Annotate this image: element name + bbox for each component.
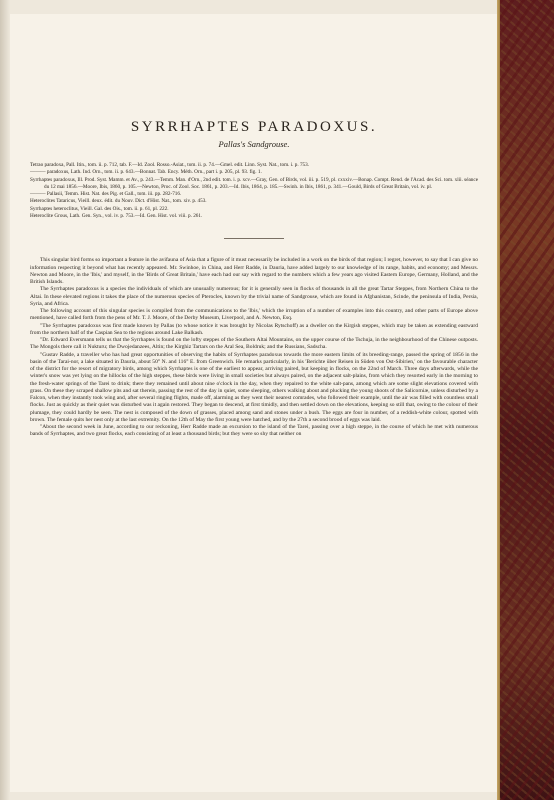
body-paragraph: The Syrrhaptes paradoxus is a species the individuals of which are unusually numerous; for it is generally seen in flocks of thousands in all the great Tartar Steppes, from Northern China to the Altai. In these elevated regions it takes the place of the numerous species of Pterocles, known by the trivial name of Sandgrouse, which are found in Afghanistan, Scinde, the peninsula of India, Persia, Syria, and Africa. — [30, 286, 478, 307]
body-text — [30, 257, 478, 438]
body-paragraph: This singular bird forms so important a feature in the avifauna of Asia that a figure of it must necessarily be included in a work on the birds of that region; I regret, however, to say that I can give no information respecting it beyond what has recently appeared. Mr. Swinhoe, in China, and Herr Radde, in Dauria, have added largely to our knowledge of its range, habits, and economy; and Messrs. Newton and Moore, in the 'Ibis,' and myself, in the 'Birds of Great Britain,' have each had our say with regard to the numbers which a few years ago visited Eastern Europe, Germany, Holland, and the British Islands. — [30, 257, 478, 286]
synonym-entry: ——— Pallasii, Temm. Hist. Nat. des Pig. et Gall., tom. iii. pp. 282-716. — [30, 191, 182, 198]
body-paragraph: "Gustav Radde, a traveller who has had great opportunities of observing the habits of Syrrhaptes paradoxus towards the more eastern limits of its breeding-range, passed the spring of 1856 in the basin of the Tarai-nor, a lake situated in Dauria, about 50° N. and 116° E. from Greenwich. He remarks particularly, in his 'Berichte über Reisen in Süden von Ost-Sibirien,' on the favourable character of the district for the resort of migratory birds, among which Syrrhaptes is one of the earliest to appear, arriving paired, but keeping in flocks, on the 22nd of March. Three days afterwards, while the winter's snow was yet lying on the hillocks of the high steppes, these birds were living in small societies but always paired, on the adjacent salt-plains, from which they resorted early in the morning to the fresh-water springs of the Tarei to drink; there they remained until about nine o'clock in the day, when they repaired to the white salt-pans, among which are some slight elevations covered with grass. On these they scraped shallow pits and sat therein, passing the rest of the day in quiet, some sleeping, others walking about and plucking the young shoots of the Salicorniæ, unless disturbed by a Falcon, when they instantly took wing and, after several ringing flights, made off, alarming as they went their nearest comrades, who followed their example, until the air was filled with countless small flocks. Just as quickly as their quiet was disturbed was it again restored. They began to descend, at first timidly, and then settled down on the elevations, keeping so still that, owing to the colour of their plumage, they could hardly be seen. The nest is composed of the down of grasses, placed among sand and stones under a bush. The eggs are four in number, of a reddish-white colour, spotted with brown. The female quits her nest only at the last extremity. On the 12th of May the first young were hatched, and by the 27th a second brood of eggs was laid. — [30, 351, 478, 423]
synonym-entry: Heteroclites Tataricus, Vieill. deux. édit. du Nouv. Dict. d'Hist. Nat., tom. xiv. p. 453. — [30, 198, 207, 205]
synonym-entry: Tetrao paradoxa, Pall. Itin., tom. ii. p. 712, tab. F.—Id. Zool. Rosso.-Asiat., tom. ii. p. 74.—Gmel. edit. Linn. Syst. Nat., tom. i. p. 753. — [30, 162, 310, 168]
synonym-entry: ——— paradoxus, Lath. Ind. Orn., tom. ii. p. 643.—Bonnat. Tab. Ency. Méth. Orn., part i. p. 205, pl. 93. fig. 1. — [30, 169, 262, 176]
marbled-endpaper — [500, 0, 554, 800]
page-title: SYRRHAPTES PARADOXUS. — [130, 119, 378, 135]
synonym-entry: Syrrhaptes paradoxus, Ill. Prod. Syst. Mamm. et Av., p. 243.—Temm. Man. d'Orn., 2nd edit. tom. i. p. xcv.—Gray, Gen. of Birds, vol. iii. p. 519, pl. cxxxiv.—Bonap. Compt. Rend. de l'Acad. des Sci. tom. xlii. séance du 12 mai 1856.—Moore, Ibis, 1860, p. 105.—Newton, Proc. of Zool. Soc. 1861, p. 203.—Id. Ibis, 1864, p. 185.—Swinh. in Ibis, 1861, p. 341.—Gould, Birds of Great Britain, vol. iv. pl. — [30, 176, 479, 190]
body-paragraph: "Dr. Edward Eversmann tells us that the Syrrhaptes is found on the lofty steppes of the Southern Altai Mountains, on the upper course of the Tschuja, in the neighbourhood of the Chinese outposts. The Mongols there call it Nukturu; the Dwojedanzees, Altin; the Kirghiz Tartars on the Aral Sea, Boldruk; and the Russians, Sadscha. — [30, 337, 478, 351]
page-subtitle: Pallas's Sandgrouse. — [218, 139, 290, 149]
synonymy-list — [30, 162, 478, 220]
synonym-entry: Syrrhaptes heteroclitus, Vieill. Gal. des Ois., tom. ii. p. 61, pl. 222. — [30, 205, 169, 212]
body-paragraph: The following account of this singular species is compiled from the communications to the 'Ibis,' which the irruption of a number of examples into this country, and other parts of Europe above mentioned, have called forth from the pens of Mr. T. J. Moore, of the Derby Museum, Liverpool, and A. Newton, Esq. — [30, 308, 478, 322]
page-content — [30, 118, 478, 439]
body-paragraph: "About the second week in June, according to our reckoning, Herr Radde made an excursion to the island of the Tarei, passing over a high steppe, in the course of which he met with numerous bands of Syrrhaptes, and two great flocks, each consisting of at least a thousand birds; but they were so shy that neither on — [30, 424, 478, 438]
binding-shadow — [0, 0, 10, 800]
body-paragraph: "The Syrrhaptes paradoxus was first made known by Pallas (to whose notice it was brought by Nicolas Rytschoff) as a dweller on the Kirgish steppes, which may be taken as extending eastward from the northern half of the Caspian Sea to the regions around Lake Balkash. — [30, 322, 478, 336]
synonym-entry: Heteroclite Grous, Lath. Gen. Syn., vol. iv. p. 753.—Id. Gen. Hist. vol. viii. p. 261. — [30, 213, 203, 220]
section-divider — [224, 238, 284, 239]
